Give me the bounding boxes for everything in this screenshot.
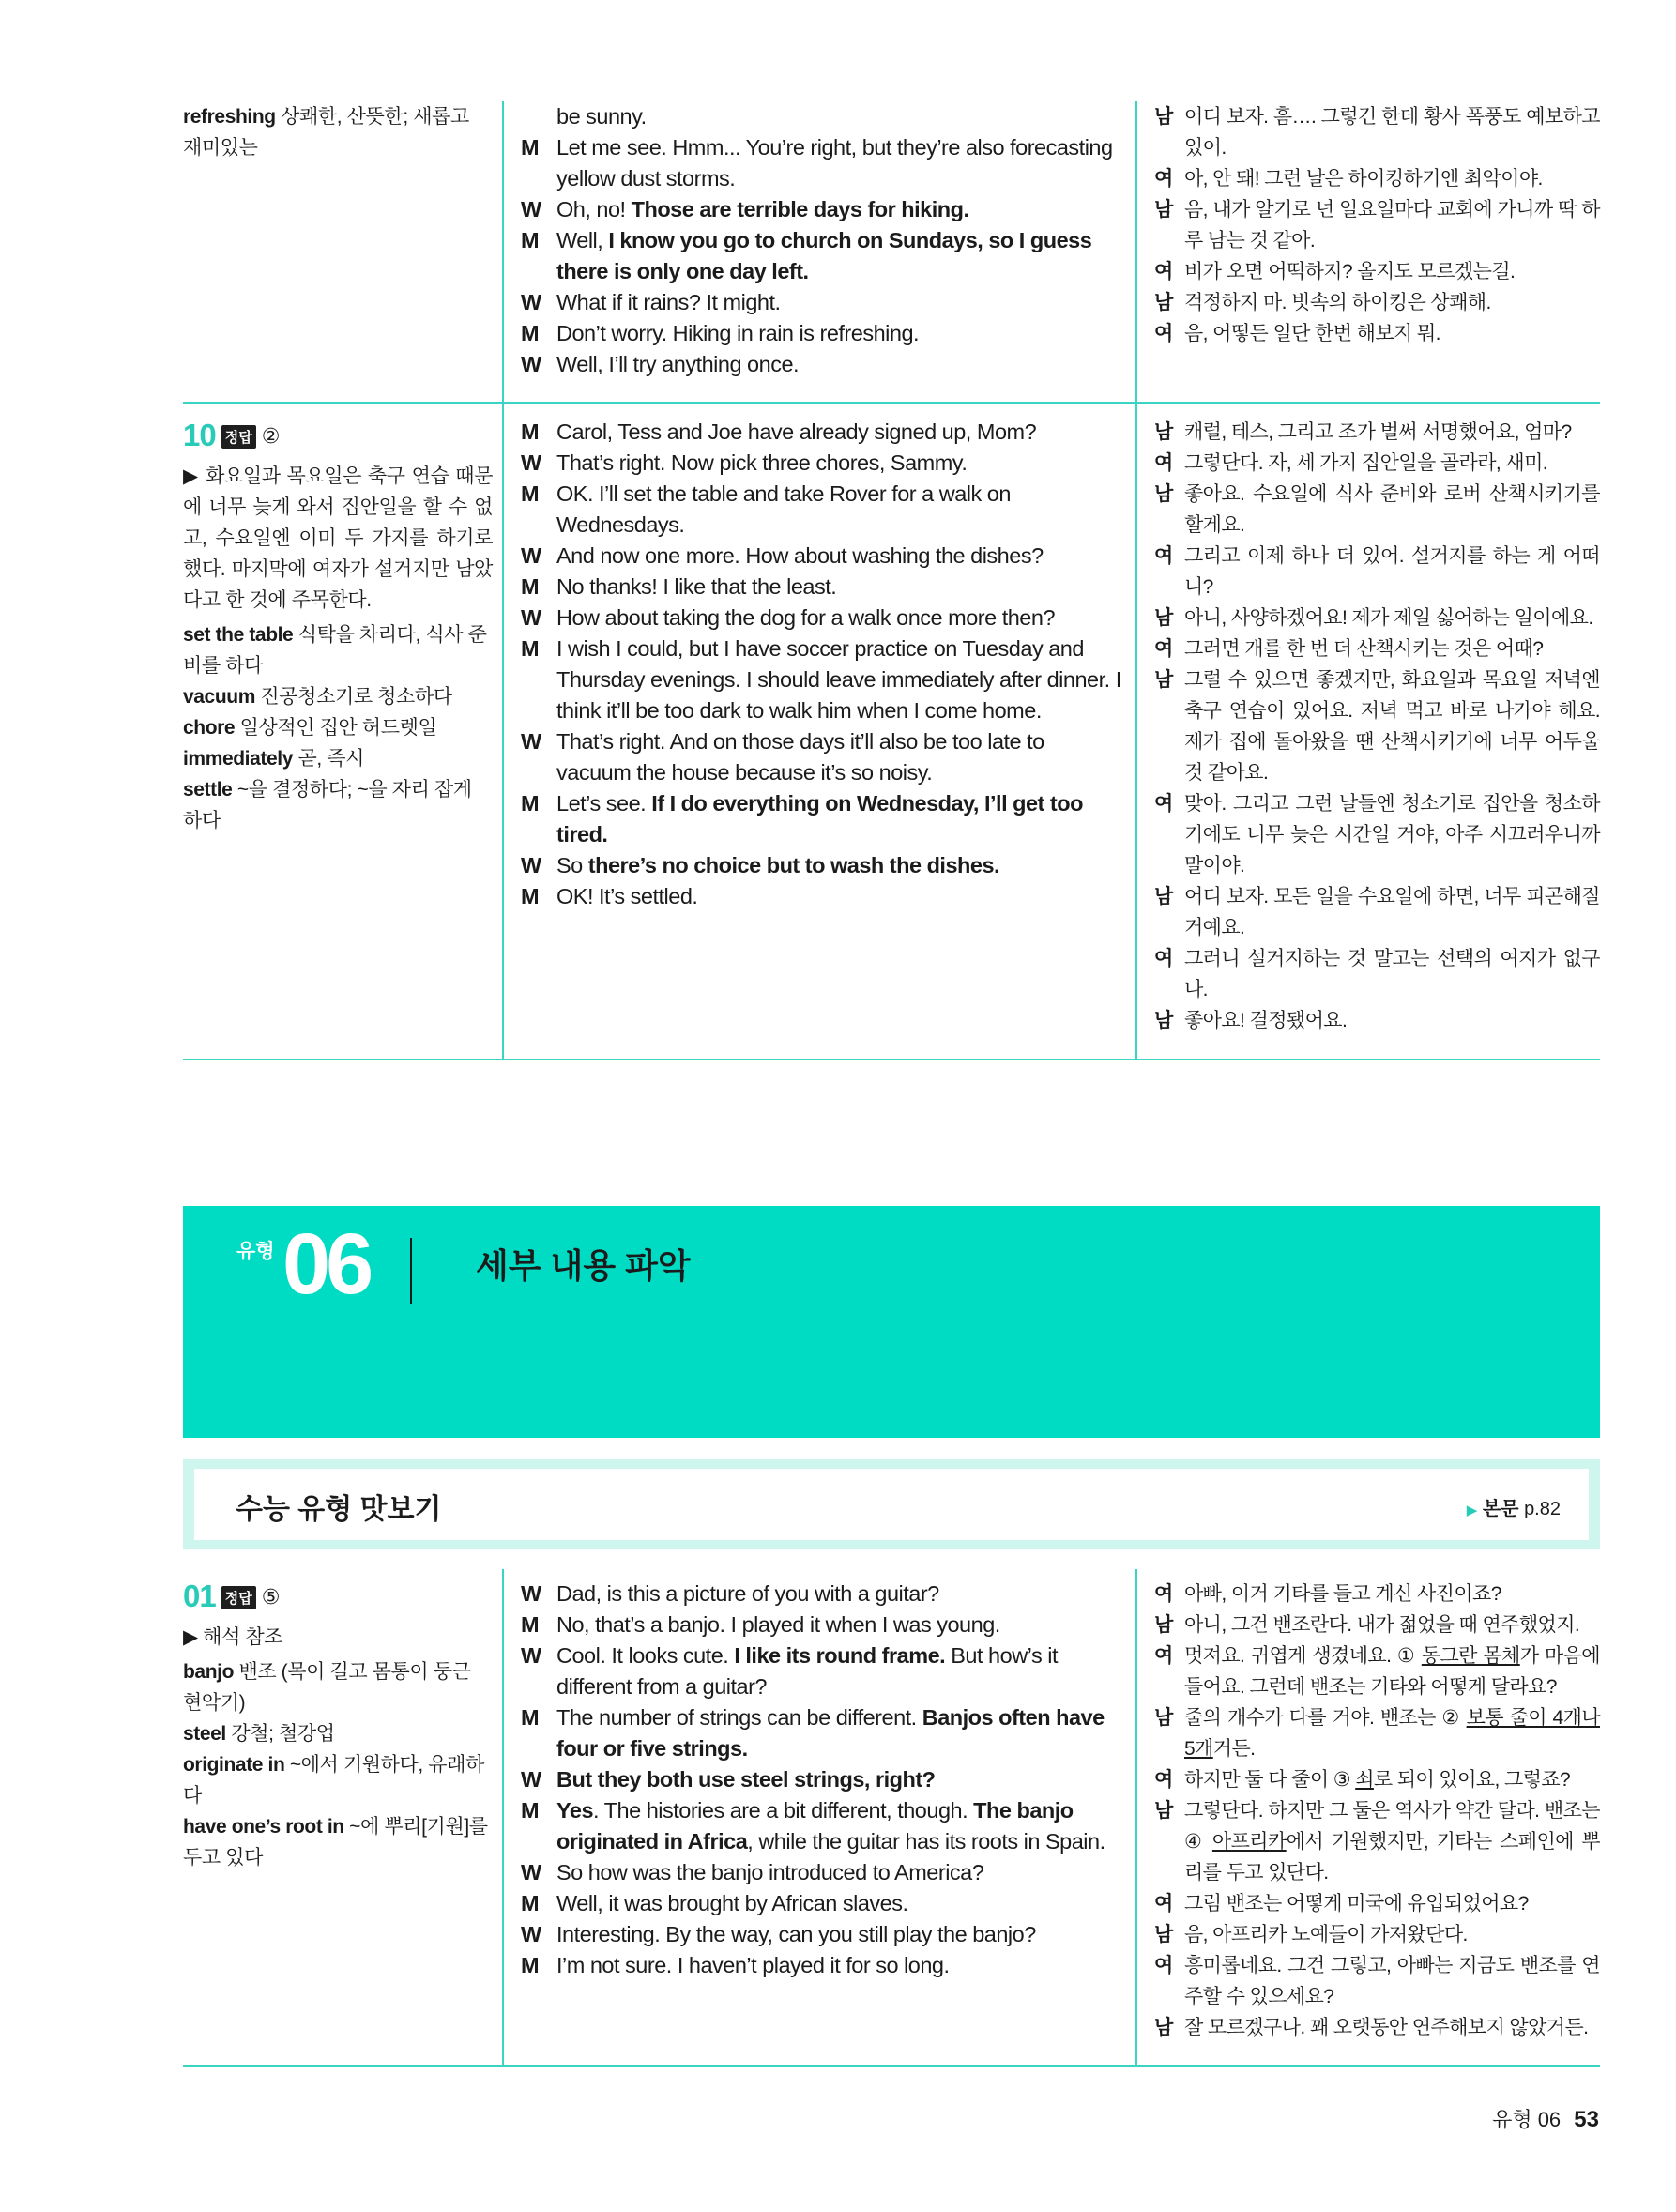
- dialogue-line: [521, 1919, 1121, 1950]
- type-banner: [183, 1206, 1600, 1438]
- ref-page: p.82: [1524, 1499, 1561, 1519]
- line-text: OK. I’ll set the table and take Rover for a walk on Wednesdays.: [556, 481, 1011, 537]
- play-icon: ▶: [1466, 1503, 1478, 1518]
- glossary-entry: [183, 101, 493, 163]
- dialogue-line: [521, 101, 1121, 132]
- line-text: [556, 1798, 1105, 1854]
- speaker-label: W: [521, 729, 541, 754]
- line-text: 그럼 밴조는 어떻게 미국에 유입되었어요?: [1184, 1893, 1529, 1915]
- speaker-label: 여: [1154, 1645, 1173, 1667]
- line-text: 좋아요. 수요일에 식사 준비와 로버 산책시키기를 할게요.: [1184, 483, 1600, 536]
- dialogue-line: [1154, 633, 1600, 664]
- underlined-phrase: 동그란 몸체: [1421, 1645, 1520, 1667]
- glossary-10: [183, 619, 493, 836]
- speaker-label: 여: [1154, 1769, 1173, 1791]
- subheader-title: 수능 유형 맛보기: [236, 1494, 442, 1525]
- speaker-label: W: [521, 450, 541, 475]
- speaker-label: M: [521, 420, 540, 444]
- page-footer: [1492, 2104, 1599, 2133]
- line-text: [556, 228, 1091, 283]
- line-text: [1184, 1800, 1600, 1884]
- dialogue-line: [1154, 1702, 1600, 1764]
- line-text: 아니, 사양하겠어요! 제가 제일 싫어하는 일이에요.: [1184, 607, 1593, 629]
- dialogue-line: [521, 850, 1121, 881]
- dialogue-line: [521, 287, 1121, 318]
- glossary-meaning: 진공청소기로 청소하다: [260, 686, 452, 708]
- speaker-label: 남: [1154, 292, 1173, 313]
- dialogue-line: [521, 479, 1121, 541]
- speaker-label: M: [521, 228, 540, 252]
- dialogue-01: [521, 1579, 1121, 1981]
- dialogue-line: [1154, 479, 1600, 541]
- key-phrase: Banjos often have four or five strings.: [556, 1705, 1105, 1761]
- glossary-entry: [183, 681, 493, 712]
- dialogue-line: [1154, 541, 1600, 603]
- dialogue-line: [1154, 163, 1600, 194]
- dialogue-line: [1154, 1950, 1600, 2012]
- footer-label: 유형 06: [1492, 2108, 1562, 2131]
- dialogue-line: [1154, 417, 1600, 448]
- glossary-entry: [183, 774, 493, 836]
- dialogue-line: [1154, 256, 1600, 287]
- dialogue-line: [1154, 1795, 1600, 1888]
- line-text: [556, 1767, 936, 1792]
- speaker-label: 여: [1154, 261, 1173, 282]
- glossary-entry: [183, 743, 493, 774]
- text-part: 로 되어 있어요, 그렇죠?: [1373, 1769, 1571, 1791]
- speaker-label: M: [521, 135, 540, 160]
- glossary-meaning: 상쾌한, 산뜻한; 새롭고 재미있는: [183, 106, 469, 159]
- line-text: I’m not sure. I haven’t played it for so long.: [556, 1953, 950, 1977]
- speaker-label: 여: [1154, 638, 1173, 660]
- glossary-term: vacuum: [183, 686, 255, 708]
- section-continued: [183, 101, 1600, 404]
- dialogue-line: [521, 1640, 1121, 1702]
- dialogue-line: [1154, 664, 1600, 788]
- dialogue-line: [521, 1702, 1121, 1764]
- dialogue-line: [521, 132, 1121, 194]
- dialogue-line: [521, 1857, 1121, 1888]
- question-01-section: [183, 1569, 1600, 2067]
- dialogue-line: [1154, 287, 1600, 318]
- text-part: 그렇단다. 하지만 그 둘은 역사가 약간 달라. 밴조는 ④: [1184, 1800, 1600, 1853]
- text-part: , while the guitar has its roots in Spain.: [747, 1829, 1105, 1854]
- speaker-label: 남: [1154, 2017, 1173, 2038]
- dialogue-line: [1154, 2012, 1600, 2043]
- explanation: ▶ 화요일과 목요일은 축구 연습 때문에 너무 늦게 와서 집안일을 할 수 없고, 수요일엔 이미 두 가지를 하기로 했다. 마지막에 여자가 설거지만 남았다고 한 것에 주목한다.: [183, 465, 493, 611]
- glossary-term: originate in: [183, 1754, 285, 1776]
- line-text: How about taking the dog for a walk once more then?: [556, 605, 1056, 630]
- speaker-label: M: [521, 1798, 540, 1823]
- dialogue-line: [521, 726, 1121, 788]
- underlined-phrase: 아프리카: [1211, 1831, 1287, 1853]
- speaker-label: 여: [1154, 545, 1173, 567]
- speaker-label: W: [521, 605, 541, 630]
- line-text: 아, 안 돼! 그런 날은 하이킹하기엔 최악이야.: [1184, 168, 1543, 190]
- line-text: 그럴 수 있으면 좋겠지만, 화요일과 목요일 저녁엔 축구 연습이 있어요. 저녁 먹고 바로 나가야 해요. 제가 집에 돌아왔을 땐 산책시키기에 너무 어두울 것 같아요.: [1184, 669, 1600, 784]
- speaker-label: 여: [1154, 168, 1173, 190]
- line-text: 비가 오면 어떡하지? 올지도 모르겠는걸.: [1184, 261, 1516, 282]
- line-text: 아니, 그건 밴조란다. 내가 젊었을 때 연주했었지.: [1184, 1614, 1580, 1636]
- key-phrase: there’s no choice but to wash the dishes.: [587, 853, 1000, 877]
- speaker-label: 남: [1154, 1614, 1173, 1636]
- glossary-meaning: 밴조 (목이 길고 몸통이 둥근 현악기): [183, 1661, 471, 1714]
- text-part: 가 마음에 들어요. 그런데 밴조는 기타와 어떻게 달라요?: [1184, 1645, 1600, 1698]
- speaker-label: 남: [1154, 1800, 1173, 1822]
- key-phrase: But they both use steel strings, right?: [556, 1767, 936, 1792]
- line-text: 캐럴, 테스, 그리고 조가 벌써 서명했어요, 엄마?: [1184, 421, 1572, 443]
- page-number: 53: [1574, 2107, 1599, 2132]
- key-phrase: I know you go to church on Sundays, so I guess there is only one day left.: [556, 228, 1092, 283]
- underlined-phrase: 보통 줄이 4개나 5개: [1184, 1707, 1600, 1760]
- text-part: Well,: [556, 228, 609, 252]
- glossary-term: steel: [183, 1723, 226, 1745]
- page-reference[interactable]: [1467, 1493, 1561, 1520]
- key-phrase: Those are terrible days for hiking.: [631, 197, 969, 221]
- line-text: [556, 791, 1083, 847]
- line-text: Well, I’ll try anything once.: [556, 352, 800, 376]
- line-text: 그러면 개를 한 번 더 산책시키는 것은 어때?: [1184, 638, 1544, 660]
- dialogue-line: [1154, 448, 1600, 479]
- korean-top: [1154, 101, 1600, 349]
- dialogue-line: [1154, 788, 1600, 881]
- speaker-label: 남: [1154, 421, 1173, 443]
- key-phrase: Yes: [556, 1798, 594, 1823]
- line-text: 음, 어떻든 일단 한번 해보지 뭐.: [1184, 323, 1440, 344]
- dialogue-line: [521, 318, 1121, 349]
- line-text: 음, 아프리카 노예들이 가져왔단다.: [1184, 1924, 1468, 1945]
- speaker-label: 여: [1154, 1955, 1173, 1976]
- speaker-label: W: [521, 1767, 541, 1792]
- text-part: 에서 기원했지만, 기타는 스페인에 뿌리를 두고 있단다.: [1184, 1831, 1600, 1884]
- glossary-meaning: 일상적인 집안 허드렛일: [239, 717, 437, 739]
- speaker-label: W: [521, 1581, 541, 1606]
- line-text: be sunny.: [556, 104, 647, 129]
- line-text: 그렇단다. 자, 세 가지 집안일을 골라라, 새미.: [1184, 452, 1548, 474]
- speaker-label: W: [521, 352, 541, 376]
- ref-label: 본문: [1482, 1499, 1519, 1519]
- dialogue-line: [521, 633, 1121, 726]
- text-part: The number of strings can be different.: [556, 1705, 922, 1730]
- speaker-label: W: [521, 1643, 541, 1668]
- glossary-entry: [183, 712, 493, 743]
- line-text: Interesting. By the way, can you still play the banjo?: [556, 1922, 1036, 1946]
- line-text: [1184, 1707, 1600, 1760]
- glossary-meaning: 곧, 즉시: [297, 748, 364, 770]
- glossary-01: [183, 1656, 493, 1873]
- glossary-entry: [183, 1718, 493, 1749]
- speaker-label: W: [521, 543, 541, 568]
- dialogue-line: [521, 603, 1121, 633]
- speaker-label: 여: [1154, 948, 1173, 969]
- speaker-label: M: [521, 636, 540, 661]
- glossary-meaning: 강철; 철강업: [231, 1723, 335, 1745]
- line-text: OK! It’s settled.: [556, 884, 698, 908]
- glossary-term: chore: [183, 717, 236, 739]
- line-text: [1184, 1645, 1600, 1698]
- dialogue-line: [521, 194, 1121, 225]
- speaker-label: 남: [1154, 607, 1173, 629]
- line-text: Dad, is this a picture of you with a guitar?: [556, 1581, 939, 1606]
- korean-01: [1154, 1579, 1600, 2043]
- question-10-info: [183, 418, 493, 836]
- glossary-term: immediately: [183, 748, 293, 770]
- dialogue-line: [521, 448, 1121, 479]
- answer-mark: ②: [261, 424, 281, 448]
- glossary-entry: [183, 1656, 493, 1718]
- glossary-term: settle: [183, 779, 233, 801]
- glossary-meaning: ~에 뿌리[기원]를 두고 있다: [183, 1816, 488, 1869]
- explanation: ▶ 해석 참조: [183, 1626, 283, 1648]
- type-number: 06: [282, 1216, 370, 1312]
- glossary-term: set the table: [183, 624, 294, 646]
- text-part: Let’s see.: [556, 791, 652, 816]
- speaker-label: M: [521, 321, 540, 345]
- speaker-label: W: [521, 853, 541, 877]
- dialogue-line: [521, 881, 1121, 912]
- speaker-label: W: [521, 197, 541, 221]
- text-part: 줄의 개수가 다를 거야. 밴조는 ②: [1184, 1707, 1467, 1729]
- speaker-label: 남: [1154, 1707, 1173, 1729]
- key-phrase: If I do everything on Wednesday, I’ll get too tired.: [556, 791, 1083, 847]
- speaker-label: 남: [1154, 1010, 1173, 1031]
- speaker-label: M: [521, 1705, 540, 1730]
- glossary-top: [183, 101, 493, 163]
- dialogue-line: [521, 541, 1121, 572]
- dialogue-line: [1154, 1919, 1600, 1950]
- dialogue-line: [1154, 1005, 1600, 1036]
- question-10-section: [183, 404, 1600, 1060]
- glossary-term: refreshing: [183, 106, 276, 128]
- line-text: 그리고 이제 하나 더 있어. 설거지를 하는 게 어떠니?: [1184, 545, 1600, 598]
- glossary-entry: [183, 1811, 493, 1873]
- line-text: I wish I could, but I have soccer practice on Tuesday and Thursday evenings. I should leave immediately after dinner. I think it’ll be too dark to walk him when I come home.: [556, 636, 1121, 723]
- text-part: But how’s it different from a guitar?: [556, 1643, 1058, 1699]
- glossary-meaning: ~에서 기원하다, 유래하다: [183, 1754, 484, 1807]
- line-text: 흥미롭네요. 그건 그렇고, 아빠는 지금도 밴조를 연주할 수 있으세요?: [1184, 1955, 1600, 2007]
- dialogue-line: [521, 572, 1121, 603]
- dialogue-line: [521, 1888, 1121, 1919]
- glossary-term: have one’s root in: [183, 1816, 344, 1838]
- line-text: 걱정하지 마. 빗속의 하이킹은 상쾌해.: [1184, 292, 1491, 313]
- glossary-entry: [183, 619, 493, 681]
- subheader-bar: [183, 1459, 1600, 1549]
- dialogue-line: [521, 1764, 1121, 1795]
- line-text: Well, it was brought by African slaves.: [556, 1891, 908, 1915]
- text-part: 하지만 둘 다 줄이 ③: [1184, 1769, 1356, 1791]
- line-text: That’s right. Now pick three chores, Sammy.: [556, 450, 968, 475]
- line-text: [556, 197, 969, 221]
- speaker-label: W: [521, 290, 541, 314]
- line-text: 잘 모르겠구나. 꽤 오랫동안 연주해보지 않았거든.: [1184, 2017, 1589, 2038]
- dialogue-line: [521, 349, 1121, 380]
- speaker-label: 여: [1154, 452, 1173, 474]
- speaker-label: 여: [1154, 793, 1173, 815]
- dialogue-line: [1154, 1609, 1600, 1640]
- underlined-phrase: 쇠: [1355, 1769, 1374, 1791]
- answer-mark: ⑤: [261, 1585, 281, 1609]
- dialogue-line: [1154, 943, 1600, 1005]
- speaker-label: 남: [1154, 886, 1173, 908]
- line-text: 맞아. 그리고 그런 날들엔 청소기로 집안을 청소하기에도 너무 늦은 시간일 거야, 아주 시끄러우니까 말이야.: [1184, 793, 1600, 877]
- speaker-label: 남: [1154, 669, 1173, 691]
- dialogue-line: [521, 225, 1121, 287]
- dialogue-10: [521, 417, 1121, 912]
- line-text: 그러니 설거지하는 것 말고는 선택의 여지가 없구나.: [1184, 948, 1600, 1000]
- line-text: [556, 1705, 1105, 1761]
- dialogue-line: [1154, 1888, 1600, 1919]
- speaker-label: 여: [1154, 323, 1173, 344]
- glossary-meaning: ~을 결정하다; ~을 자리 잡게 하다: [183, 779, 472, 831]
- line-text: Carol, Tess and Joe have already signed up, Mom?: [556, 420, 1037, 444]
- text-part: Oh, no!: [556, 197, 632, 221]
- text-part: 거든.: [1212, 1738, 1256, 1760]
- speaker-label: M: [521, 1612, 540, 1637]
- dialogue-line: [1154, 1640, 1600, 1702]
- dialogue-line: [1154, 318, 1600, 349]
- answer-badge: 정답: [221, 425, 256, 449]
- speaker-label: 남: [1154, 106, 1173, 128]
- key-phrase: I like its round frame.: [734, 1643, 946, 1668]
- line-text: No, that’s a banjo. I played it when I was young.: [556, 1612, 1000, 1637]
- dialogue-line: [521, 1609, 1121, 1640]
- line-text: 아빠, 이거 기타를 들고 계신 사진이죠?: [1184, 1583, 1501, 1605]
- dialogue-line: [1154, 603, 1600, 633]
- dialogue-top: [521, 101, 1121, 380]
- dialogue-line: [1154, 194, 1600, 256]
- dialogue-line: [1154, 101, 1600, 163]
- line-text: What if it rains? It might.: [556, 290, 781, 314]
- speaker-label: 여: [1154, 1893, 1173, 1915]
- line-text: And now one more. How about washing the dishes?: [556, 543, 1044, 568]
- glossary-meaning: 식탁을 차리다, 식사 준비를 하다: [183, 624, 487, 677]
- speaker-label: M: [521, 1891, 540, 1915]
- line-text: That’s right. And on those days it’ll also be too late to vacuum the house because it’s so noisy.: [556, 729, 1044, 785]
- glossary-entry: [183, 1749, 493, 1811]
- dialogue-line: [1154, 1764, 1600, 1795]
- question-number: 10: [183, 418, 216, 452]
- text-part: . The histories are a bit different, though.: [593, 1798, 974, 1823]
- speaker-label: M: [521, 574, 540, 599]
- speaker-label: M: [521, 1953, 540, 1977]
- key-phrase: The banjo originated in Africa: [556, 1798, 1074, 1854]
- answer-badge: 정답: [221, 1586, 256, 1609]
- line-text: So how was the banjo introduced to America?: [556, 1860, 984, 1884]
- korean-10: [1154, 417, 1600, 1036]
- text-part: 멋져요. 귀엽게 생겼네요. ①: [1184, 1645, 1422, 1667]
- speaker-label: M: [521, 791, 540, 816]
- speaker-label: M: [521, 481, 540, 506]
- speaker-label: W: [521, 1860, 541, 1884]
- line-text: [1184, 1769, 1570, 1791]
- banner-divider: [410, 1238, 412, 1304]
- line-text: 좋아요! 결정됐어요.: [1184, 1010, 1348, 1031]
- dialogue-line: [521, 1950, 1121, 1981]
- question-01-info: [183, 1579, 493, 1873]
- speaker-label: M: [521, 884, 540, 908]
- speaker-label: 남: [1154, 483, 1173, 505]
- line-text: [556, 853, 999, 877]
- text-part: So: [556, 853, 588, 877]
- glossary-term: banjo: [183, 1661, 234, 1683]
- dialogue-line: [521, 788, 1121, 850]
- dialogue-line: [1154, 881, 1600, 943]
- speaker-label: W: [521, 1922, 541, 1946]
- line-text: Don’t worry. Hiking in rain is refreshing.: [556, 321, 920, 345]
- dialogue-line: [521, 1795, 1121, 1857]
- speaker-label: 여: [1154, 1583, 1173, 1605]
- speaker-label: 남: [1154, 199, 1173, 221]
- dialogue-line: [521, 417, 1121, 448]
- dialogue-line: [1154, 1579, 1600, 1609]
- line-text: No thanks! I like that the least.: [556, 574, 837, 599]
- line-text: 음, 내가 알기로 넌 일요일마다 교회에 가니까 딱 하루 남는 것 같아.: [1184, 199, 1600, 252]
- line-text: 어디 보자. 흠…. 그렇긴 한데 황사 폭풍도 예보하고 있어.: [1184, 106, 1600, 159]
- text-part: Cool. It looks cute.: [556, 1643, 735, 1668]
- speaker-label: 남: [1154, 1924, 1173, 1945]
- dialogue-line: [521, 1579, 1121, 1609]
- banner-title: 세부 내용 파악: [476, 1246, 691, 1285]
- question-number: 01: [183, 1579, 216, 1613]
- line-text: 어디 보자. 모든 일을 수요일에 하면, 너무 피곤해질 거예요.: [1184, 886, 1600, 938]
- type-label: 유형: [236, 1241, 275, 1262]
- line-text: Let me see. Hmm... You’re right, but they’re also forecasting yellow dust storms.: [556, 135, 1113, 191]
- line-text: [556, 1643, 1058, 1699]
